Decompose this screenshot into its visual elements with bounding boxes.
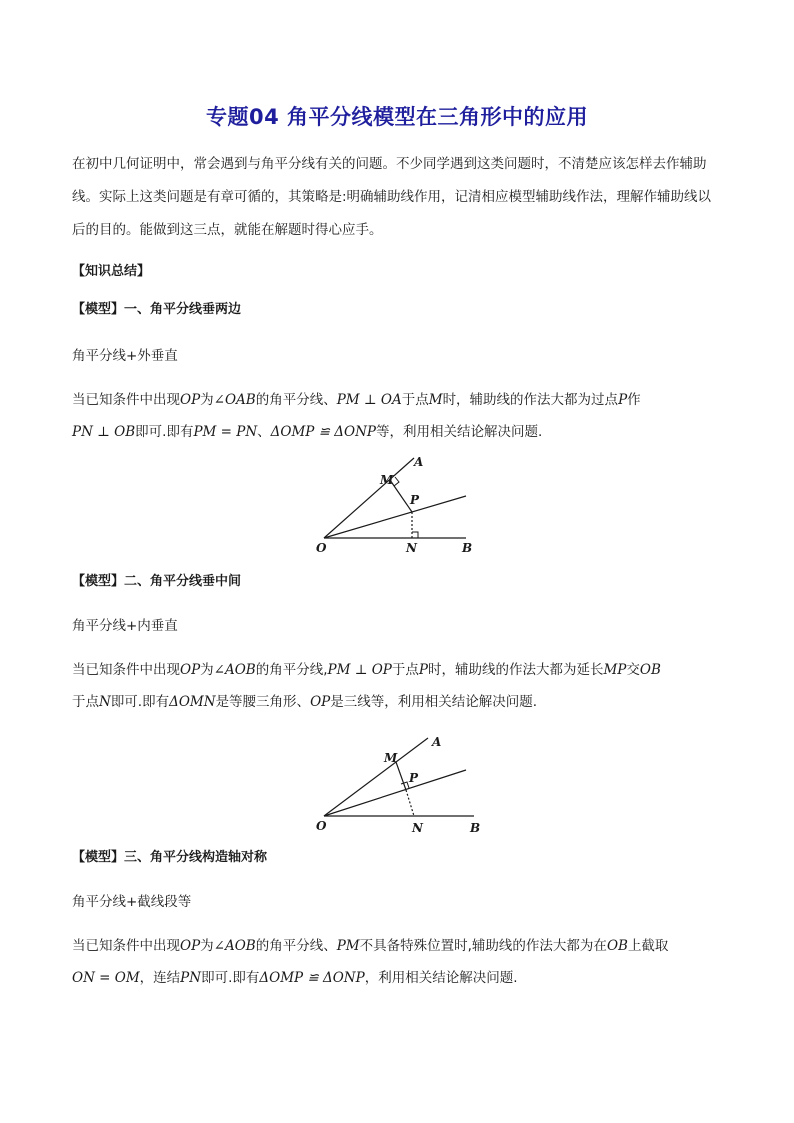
model1-subtitle: 角平分线+外垂直 — [72, 348, 178, 364]
label-p: P — [409, 771, 419, 785]
page-title: 专题04 角平分线模型在三角形中的应用 — [205, 105, 589, 129]
label-o: O — [316, 819, 327, 833]
label-o: O — [316, 541, 327, 555]
label-b: B — [462, 541, 473, 555]
ray-op — [324, 496, 466, 538]
model2-line2: 于点N即可.即有ΔOMN是等腰三角形、OP是三线等，利用相关结论解决问题. — [72, 694, 538, 710]
label-a: A — [414, 455, 424, 469]
ray-op — [324, 770, 466, 816]
segment-pn-dashed — [406, 790, 414, 816]
segment-mp — [396, 762, 406, 790]
model3-line1: 当已知条件中出现OP为∠AOB的角平分线、PM不具备特殊位置时,辅助线的作法大都为在OB上截取 — [72, 938, 669, 954]
ray-oa — [324, 458, 414, 538]
right-angle-mark-n — [412, 532, 418, 538]
model1-figure — [310, 452, 500, 558]
model3-line2: ON = OM，连结PN即可.即有ΔOMP ≌ ΔONP，利用相关结论解决问题. — [72, 970, 518, 986]
label-n: N — [406, 541, 417, 555]
model2-line1: 当已知条件中出现OP为∠AOB的角平分线,PM ⊥ OP于点P时，辅助线的作法大都为延长MP交OB — [72, 662, 661, 678]
summary-heading: 【知识总结】 — [72, 264, 151, 279]
label-a: A — [432, 735, 442, 749]
intro-paragraph: 在初中几何证明中，常会遇到与角平分线有关的问题。不少同学遇到这类问题时，不清楚应该怎样去作辅助线。实际上这类问题是有章可循的，其策略是:明确辅助线作用，记清相应模型辅助线作法，理解作辅助线以后的目的。能做到这三点，就能在解题时得心应手。 — [72, 156, 712, 238]
model3-heading: 【模型】三、角平分线构造轴对称 — [72, 850, 268, 865]
model2-figure — [310, 728, 500, 836]
label-b: B — [470, 821, 481, 835]
model2-subtitle: 角平分线+内垂直 — [72, 618, 178, 634]
model3-subtitle: 角平分线+截线段等 — [72, 894, 192, 910]
segment-pm — [390, 480, 412, 512]
model1-line2: PN ⊥ OB即可.即有PM = PN、ΔOMP ≌ ΔONP等，利用相关结论解决问题. — [72, 424, 543, 440]
label-n: N — [412, 821, 423, 835]
model2-heading: 【模型】二、角平分线垂中间 — [72, 574, 242, 589]
label-m: M — [380, 473, 394, 487]
model1-line1: 当已知条件中出现OP为∠OAB的角平分线、PM ⊥ OA于点M时，辅助线的作法大都为过点P作 — [72, 392, 641, 408]
label-m: M — [384, 751, 398, 765]
right-angle-mark-m — [394, 477, 399, 486]
model1-heading: 【模型】一、角平分线垂两边 — [72, 302, 242, 317]
label-p: P — [410, 493, 420, 507]
